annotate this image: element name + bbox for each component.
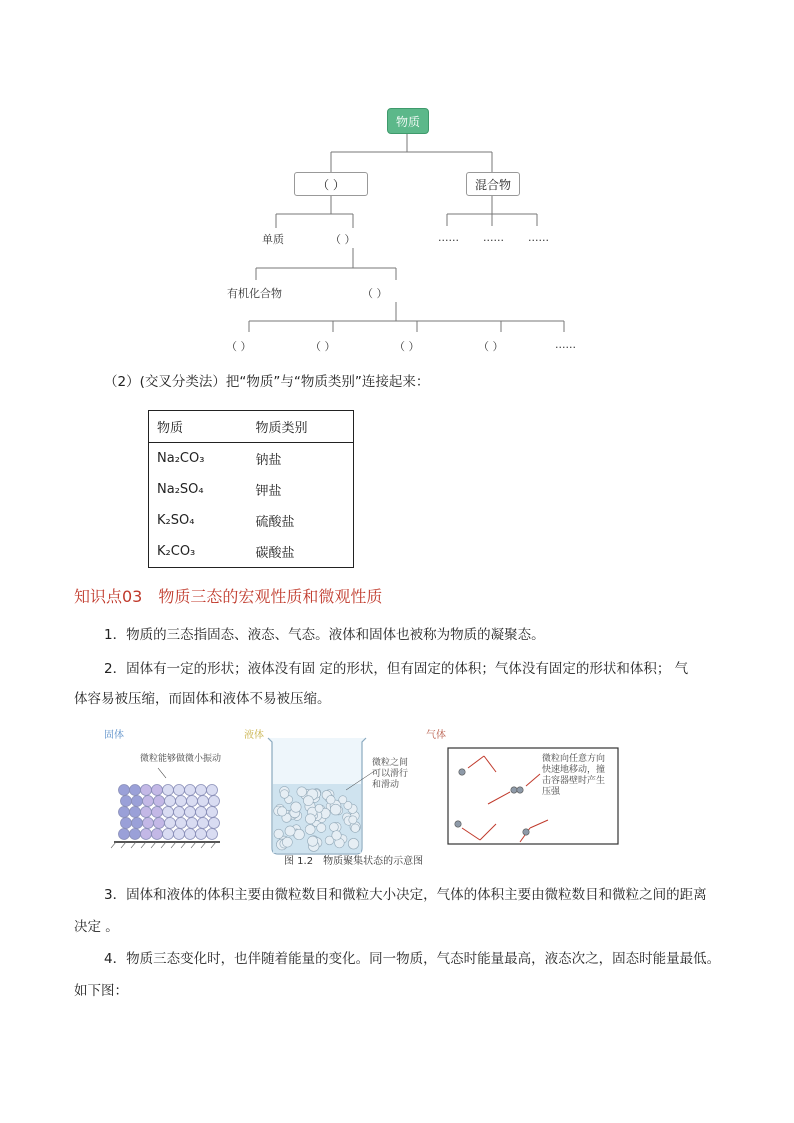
liquid-particle bbox=[308, 836, 318, 846]
solid-particle bbox=[152, 829, 163, 840]
gas-note-line: 压强 bbox=[542, 787, 561, 797]
solid-particle bbox=[119, 829, 130, 840]
liquid-particle bbox=[326, 795, 335, 804]
tree-label-mixture-sub-3: ...... bbox=[528, 231, 549, 244]
gas-note-line: 微粒向任意方向 bbox=[542, 754, 606, 764]
solid-particle bbox=[119, 807, 130, 818]
solid-particle bbox=[163, 807, 174, 818]
solid-particle bbox=[176, 796, 187, 807]
paragraph-3-line-1: 3．固体和液体的体积主要由微粒数目和微粒大小决定，气体的体积主要由微粒数目和微粒之间的距离 bbox=[104, 887, 707, 903]
liquid-note-line: 和滑动 bbox=[372, 780, 400, 790]
table-cell-category: 碳酸盐 bbox=[255, 546, 295, 561]
paragraph-1: 1．物质的三态指固态、液态、气态。液体和固体也被称为物质的凝聚态。 bbox=[104, 627, 545, 643]
tree-label-mixture-sub-1: ...... bbox=[438, 231, 459, 244]
liquid-particle bbox=[339, 796, 347, 804]
solid-particle bbox=[141, 785, 152, 796]
solid-particle bbox=[154, 818, 165, 829]
table-row bbox=[149, 536, 354, 568]
tree-label-l4-4: （ ） bbox=[478, 340, 504, 353]
solid-particle bbox=[152, 785, 163, 796]
states-of-matter-figure bbox=[100, 724, 660, 870]
gas-note-line: 击容器壁时产生 bbox=[542, 776, 606, 786]
liquid-particle bbox=[274, 829, 283, 838]
gas-label: 气体 bbox=[426, 730, 446, 741]
table-cell-category: 钠盐 bbox=[255, 453, 282, 468]
liquid-particle bbox=[305, 814, 315, 824]
liquid-particle bbox=[297, 787, 307, 797]
tree-label-inorganic-blank: （ ） bbox=[362, 287, 388, 300]
solid-particle bbox=[121, 796, 132, 807]
table-cell-substance: Na₂CO₃ bbox=[157, 451, 205, 466]
solid-particle bbox=[187, 818, 198, 829]
tree-label-compound-blank: （ ） bbox=[330, 233, 356, 246]
solid-particle bbox=[207, 785, 218, 796]
solid-particle bbox=[174, 829, 185, 840]
liquid-particle bbox=[332, 831, 342, 841]
table-cell-substance: K₂CO₃ bbox=[157, 544, 196, 559]
solid-particle bbox=[174, 785, 185, 796]
table-row bbox=[149, 505, 354, 536]
solid-particle bbox=[143, 796, 154, 807]
liquid-particle bbox=[282, 837, 292, 847]
solid-particle bbox=[132, 818, 143, 829]
tree-root-node: 物质 bbox=[387, 108, 429, 134]
solid-particle bbox=[207, 829, 218, 840]
liquid-beaker bbox=[268, 738, 376, 854]
figure-caption: 图 1.2 物质聚集状态的示意图 bbox=[284, 856, 424, 867]
solid-particle bbox=[196, 785, 207, 796]
solid-particle bbox=[198, 818, 209, 829]
solid-label: 固体 bbox=[104, 730, 124, 741]
solid-particle bbox=[165, 796, 176, 807]
gas-note-line: 快速地移动，撞 bbox=[542, 765, 606, 775]
solid-particle bbox=[165, 818, 176, 829]
liquid-particle bbox=[285, 826, 295, 836]
table-cell-category: 硫酸盐 bbox=[255, 515, 295, 530]
solid-particle bbox=[141, 829, 152, 840]
table-header-row bbox=[149, 411, 354, 443]
tree-label-l4-2: （ ） bbox=[310, 340, 336, 353]
solid-particle bbox=[130, 829, 141, 840]
liquid-note bbox=[372, 758, 408, 791]
solid-particle bbox=[185, 829, 196, 840]
liquid-particle bbox=[315, 804, 323, 812]
liquid-particle bbox=[317, 823, 326, 832]
solid-particle bbox=[152, 807, 163, 818]
table-row bbox=[149, 474, 354, 505]
gas-note bbox=[542, 754, 605, 798]
solid-particle bbox=[187, 796, 198, 807]
solid-particle bbox=[207, 807, 218, 818]
liquid-particle bbox=[277, 807, 286, 816]
solid-particle bbox=[141, 807, 152, 818]
table-cell-category: 钾盐 bbox=[255, 484, 282, 499]
table-header-category: 物质类别 bbox=[247, 411, 353, 443]
solid-lattice bbox=[111, 768, 220, 848]
cross-classification-intro: （2）(交叉分类法）把“物质”与“物质类别”连接起来： bbox=[104, 374, 430, 390]
liquid-particle bbox=[330, 804, 341, 815]
paragraph-4-line-1: 4．物质三态变化时，也伴随着能量的变化。同一物质，气态时能量最高，液态次之，固态时能量最低。 bbox=[104, 951, 721, 967]
solid-particle bbox=[163, 785, 174, 796]
tree-label-mixture-sub-2: ...... bbox=[483, 231, 504, 244]
solid-note: 微粒能够做微小振动 bbox=[140, 754, 222, 764]
tree-label-l4-5: ...... bbox=[555, 338, 576, 351]
solid-particle bbox=[174, 807, 185, 818]
solid-particle bbox=[176, 818, 187, 829]
liquid-particle bbox=[330, 823, 339, 832]
solid-particle bbox=[132, 796, 143, 807]
liquid-particle bbox=[280, 790, 289, 799]
substance-category-table bbox=[148, 410, 354, 568]
paragraph-2-line-1: 2．固体有一定的形状；液体没有固 定的形状，但有固定的体积；气体没有固定的形状和体积； 气 bbox=[104, 661, 689, 677]
solid-particle bbox=[196, 829, 207, 840]
tree-node-mixture: 混合物 bbox=[466, 172, 520, 196]
tree-label-l4-1: （ ） bbox=[226, 340, 252, 353]
tree-label-organic-compound: 有机化合物 bbox=[227, 287, 282, 300]
solid-particle bbox=[196, 807, 207, 818]
solid-particle bbox=[154, 796, 165, 807]
table-row bbox=[149, 443, 354, 475]
liquid-particle bbox=[303, 796, 313, 806]
solid-particle bbox=[121, 818, 132, 829]
solid-particle bbox=[119, 785, 130, 796]
solid-particle bbox=[130, 807, 141, 818]
tree-node-pure-substance-blank: （ ） bbox=[294, 172, 368, 196]
solid-particle bbox=[163, 829, 174, 840]
classification-tree-lines bbox=[0, 0, 794, 360]
tree-label-element: 单质 bbox=[262, 233, 284, 246]
solid-particle bbox=[209, 796, 220, 807]
liquid-particle bbox=[349, 816, 357, 824]
section-title: 知识点03 物质三态的宏观性质和微观性质 bbox=[74, 587, 383, 606]
liquid-particle bbox=[351, 824, 359, 832]
solid-particle bbox=[143, 818, 154, 829]
liquid-label: 液体 bbox=[244, 730, 264, 741]
tree-label-l4-3: （ ） bbox=[394, 340, 420, 353]
solid-particle bbox=[185, 785, 196, 796]
liquid-note-line: 可以滑行 bbox=[372, 769, 409, 779]
liquid-particle bbox=[305, 825, 315, 835]
table-cell-substance: Na₂SO₄ bbox=[157, 482, 204, 497]
solid-particle bbox=[130, 785, 141, 796]
liquid-note-line: 微粒之间 bbox=[372, 758, 409, 768]
solid-particle bbox=[185, 807, 196, 818]
table-cell-substance: K₂SO₄ bbox=[157, 513, 195, 528]
paragraph-2-line-2: 体容易被压缩，而固体和液体不易被压缩。 bbox=[74, 691, 331, 707]
solid-particle bbox=[209, 818, 220, 829]
liquid-particle bbox=[291, 802, 301, 812]
liquid-particle bbox=[348, 838, 359, 849]
paragraph-3-line-2: 决定 。 bbox=[74, 919, 119, 935]
table-header-substance: 物质 bbox=[149, 411, 248, 443]
paragraph-4-line-2: 如下图： bbox=[74, 983, 128, 999]
solid-particle bbox=[198, 796, 209, 807]
